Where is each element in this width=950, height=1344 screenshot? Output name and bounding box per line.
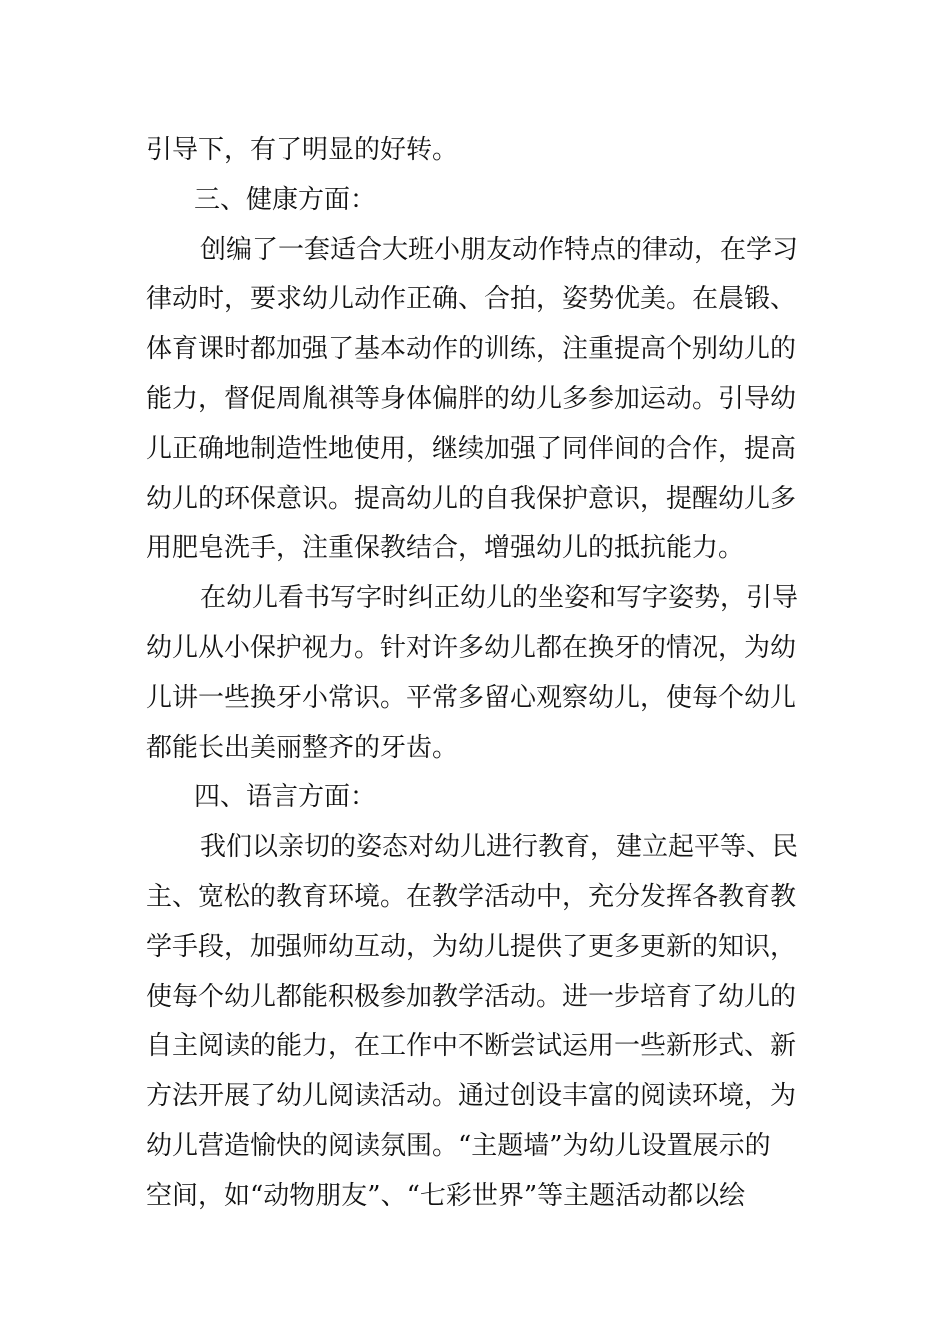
text-line: 幼儿从小保护视力。针对许多幼儿都在换牙的情况，为幼 (146, 632, 797, 663)
text-line: 在幼儿看书写字时纠正幼儿的坐姿和写字姿势，引导 (200, 583, 799, 614)
text-line: 我们以亲切的姿态对幼儿进行教育，建立起平等、民 (200, 832, 799, 863)
section-heading-language: 四、语言方面： (194, 782, 377, 813)
body-text (146, 126, 808, 1222)
text-line: 创编了一套适合大班小朋友动作特点的律动，在学习 (200, 234, 799, 265)
text-line: 方法开展了幼儿阅读活动。通过创设丰富的阅读环境，为 (146, 1081, 797, 1112)
section-heading-health: 三、健康方面： (194, 184, 377, 215)
text-line: 儿正确地制造性地使用，继续加强了同伴间的合作，提高 (146, 433, 797, 464)
text-line: 幼儿营造愉快的阅读氛围。“主题墙”为幼儿设置展示的 (146, 1130, 771, 1161)
text-line: 使每个幼儿都能积极参加教学活动。进一步培育了幼儿的 (146, 981, 797, 1012)
text-line: 学手段，加强师幼互动，为幼儿提供了更多更新的知识， (146, 931, 797, 962)
text-line: 主、宽松的教育环境。在教学活动中，充分发挥各教育教 (146, 881, 797, 912)
text-line: 儿讲一些换牙小常识。平常多留心观察幼儿，使每个幼儿 (146, 682, 797, 713)
text-line: 空间，如“动物朋友”、“七彩世界”等主题活动都以绘 (146, 1180, 746, 1211)
text-line: 用肥皂洗手，注重保教结合，增强幼儿的抵抗能力。 (146, 533, 745, 564)
text-line: 引导下，有了明显的好转。 (146, 135, 459, 165)
text-line: 自主阅读的能力，在工作中不断尝试运用一些新形式、新 (146, 1031, 797, 1062)
text-line: 律动时，要求幼儿动作正确、合拍，姿势优美。在晨锻、 (146, 284, 797, 315)
text-line: 幼儿的环保意识。提高幼儿的自我保护意识，提醒幼儿多 (146, 483, 797, 514)
text-line: 能力，督促周胤祺等身体偏胖的幼儿多参加运动。引导幼 (146, 383, 797, 414)
text-line: 都能长出美丽整齐的牙齿。 (146, 732, 459, 763)
text-line: 体育课时都加强了基本动作的训练，注重提高个别幼儿的 (146, 334, 797, 365)
